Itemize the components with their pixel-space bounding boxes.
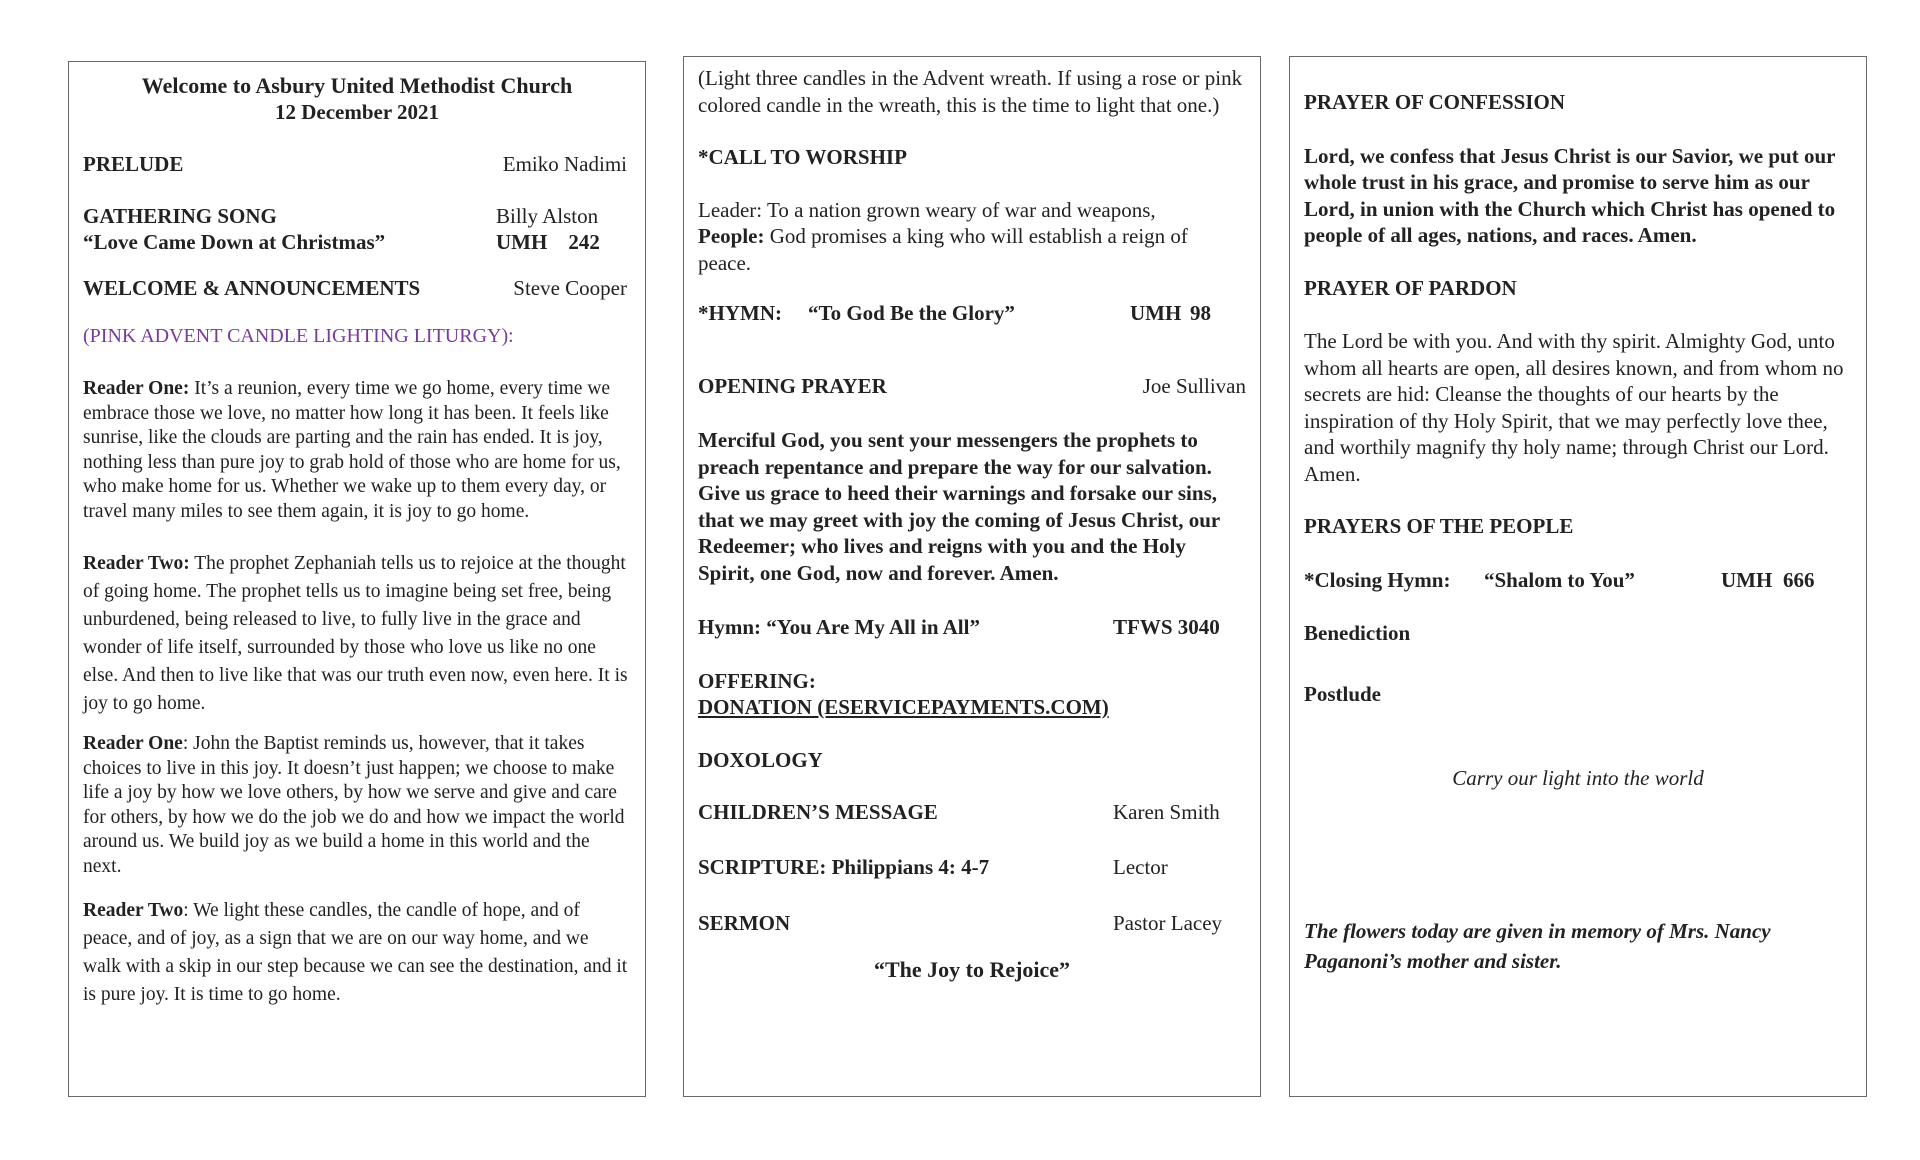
opening-prayer-text: Merciful God, you sent your messengers the prophets to preach repentance and prepare the way for our salvation. Give us grace to heed their warnings and forsake our sins, that we may greet with joy the coming of Jesus Christ, our Redeemer; who lives and reigns with you and the Holy Spirit, one God, now and forever. Amen. bbox=[698, 428, 1220, 585]
reader-label: Reader One bbox=[83, 733, 183, 754]
gathering-song-row bbox=[83, 229, 631, 255]
hymn-row bbox=[698, 300, 1246, 327]
bulletin-panel-1 bbox=[68, 61, 646, 1097]
postlude-label: Postlude bbox=[1304, 681, 1382, 706]
flowers-note: The flowers today are given in memory of Mrs. Nancy Paganoni’s mother and sister. bbox=[1304, 918, 1771, 973]
pardon-heading: PRAYER OF PARDON bbox=[1304, 275, 1517, 300]
bulletin-panel-3 bbox=[1289, 56, 1867, 1097]
opening-prayer-row bbox=[698, 373, 1246, 400]
pardon-text: The Lord be with you. And with thy spirit. Almighty God, unto whom all hearts are open, all desires known, and from whom no secrets are hid: Cleanse the thoughts of our hearts by the inspiration of thy Holy Spirit, that we may perfectly love thee, and worthily magnify thy holy name; through Christ our Lord. Amen. bbox=[1304, 329, 1844, 486]
reading-3 bbox=[83, 732, 631, 879]
sermon-title: “The Joy to Rejoice” bbox=[873, 956, 1071, 982]
prayers-of-the-people-heading: PRAYERS OF THE PEOPLE bbox=[1304, 514, 1574, 538]
opening-prayer-leader: Joe Sullivan bbox=[1142, 373, 1246, 398]
prelude-row bbox=[83, 151, 631, 177]
reading-text: The prophet Zephaniah tells us to rejoice at the thought of going home. The prophet tells us to imagine being set free, being unburdened, being released to live, to fully live in the grace and wonder of life itself, surrounded by those who love us like no one else. And then to live like that was our truth even now, even here. It is joy to go home. bbox=[83, 553, 628, 714]
gathering-hymnal: UMH bbox=[496, 230, 548, 254]
hymn-label: *HYMN: bbox=[698, 301, 782, 325]
hymn-title: “To God Be the Glory” bbox=[808, 301, 1015, 325]
reading-text: It’s a reunion, every time we go home, every time we embrace those we love, no matter how long it has been. It feels like sunrise, like the clouds are parting and the rain has ended. It is joy, nothing less than pure joy to grab hold of those who are home for us, who make home for us. Whether we wake up to them every day, or travel many miles to see them again, it is joy to go home. bbox=[83, 378, 621, 522]
reading-text: : We light these candles, the candle of hope, and of peace, and of joy, as a sign that we are on our way home, and we walk with a skip in our step because we can see the destination, and it is pure joy. It is time to go home. bbox=[83, 900, 628, 1005]
gathering-label: GATHERING SONG bbox=[83, 204, 277, 228]
welcome-label: WELCOME & ANNOUNCEMENTS bbox=[83, 276, 421, 300]
childrens-message-row bbox=[698, 799, 1246, 826]
leader-text: To a nation grown weary of war and weapons, bbox=[762, 197, 1156, 222]
welcome-row bbox=[83, 275, 631, 301]
sermon-label: SERMON bbox=[698, 911, 791, 935]
scripture-row bbox=[698, 854, 1246, 881]
closing-hymn-hymnal: UMH bbox=[1721, 567, 1773, 592]
hymn-2-title: Hymn: “You Are My All in All” bbox=[698, 615, 980, 639]
scripture-label: SCRIPTURE: Philippians 4: 4-7 bbox=[698, 854, 990, 879]
prelude-label: PRELUDE bbox=[83, 152, 184, 176]
hymn-2-ref: TFWS 3040 bbox=[1113, 615, 1220, 639]
reading-4 bbox=[83, 897, 631, 1009]
liturgy-heading: (PINK ADVENT CANDLE LIGHTING LITURGY): bbox=[83, 325, 514, 347]
reader-label: Reader Two: bbox=[83, 553, 190, 574]
offering-label: OFFERING: bbox=[698, 668, 816, 693]
prelude-leader: Emiko Nadimi bbox=[502, 152, 627, 176]
donation-link[interactable]: DONATION (ESERVICEPAYMENTS.COM) bbox=[698, 695, 1109, 719]
closing-motto: Carry our light into the world bbox=[1452, 766, 1704, 790]
gathering-song-title: “Love Came Down at Christmas” bbox=[83, 230, 386, 254]
sermon-row bbox=[698, 910, 1246, 937]
hymn-2-row bbox=[698, 614, 1246, 641]
reader-label: Reader One: bbox=[83, 378, 190, 399]
sermon-leader: Pastor Lacey bbox=[1113, 911, 1223, 935]
closing-hymn-label: *Closing Hymn: bbox=[1304, 567, 1451, 592]
leader-label: Leader: bbox=[698, 197, 763, 222]
gathering-leader: Billy Alston bbox=[496, 204, 599, 228]
bulletin-panel-2 bbox=[683, 56, 1261, 1097]
childrens-message-label: CHILDREN’S MESSAGE bbox=[698, 800, 938, 824]
reader-label: Reader Two bbox=[83, 900, 184, 921]
benediction-label: Benediction bbox=[1304, 621, 1411, 645]
people-text: God promises a king who will establish a reign of peace. bbox=[698, 224, 1188, 275]
hymn-hymnal: UMH bbox=[1130, 301, 1182, 325]
hymn-number: 98 bbox=[1190, 301, 1211, 325]
church-title: Welcome to Asbury United Methodist Church bbox=[141, 73, 573, 98]
candle-note: (Light three candles in the Advent wreath. If using a rose or pink colored candle in the wreath, this is the time to light that one.) bbox=[698, 66, 1243, 117]
childrens-message-leader: Karen Smith bbox=[1113, 800, 1220, 824]
call-to-worship-text bbox=[698, 197, 1246, 277]
confession-text: Lord, we confess that Jesus Christ is our Savior, we put our whole trust in his grace, and promise to serve him as our Lord, in union with the Church which Christ has opened to people of all ages, nations, and races. Amen. bbox=[1304, 143, 1836, 247]
gathering-number: 242 bbox=[568, 230, 600, 254]
gathering-row bbox=[83, 203, 631, 229]
closing-hymn-row bbox=[1304, 567, 1852, 594]
service-date: 12 December 2021 bbox=[274, 100, 440, 124]
reading-1 bbox=[83, 377, 631, 524]
gathering-song bbox=[83, 203, 631, 255]
doxology-label: DOXOLOGY bbox=[698, 747, 823, 772]
call-to-worship-heading: *CALL TO WORSHIP bbox=[698, 145, 907, 169]
closing-hymn-number: 666 bbox=[1783, 567, 1815, 592]
opening-prayer-label: OPENING PRAYER bbox=[698, 373, 887, 398]
people-label: People: bbox=[698, 224, 765, 248]
scripture-leader: Lector bbox=[1113, 854, 1168, 879]
welcome-leader: Steve Cooper bbox=[513, 276, 627, 300]
confession-heading: PRAYER OF CONFESSION bbox=[1304, 90, 1565, 114]
reading-2 bbox=[83, 550, 631, 718]
closing-hymn-title: “Shalom to You” bbox=[1484, 567, 1635, 592]
reading-text: : John the Baptist reminds us, however, that it takes choices to live in this joy. It doesn’t just happen; we choose to make life a joy by how we love others, by how we serve and give and care for others, by how we do the job we do and how we impact the world around us. We build joy as we build a home in this world and the next. bbox=[83, 733, 625, 877]
